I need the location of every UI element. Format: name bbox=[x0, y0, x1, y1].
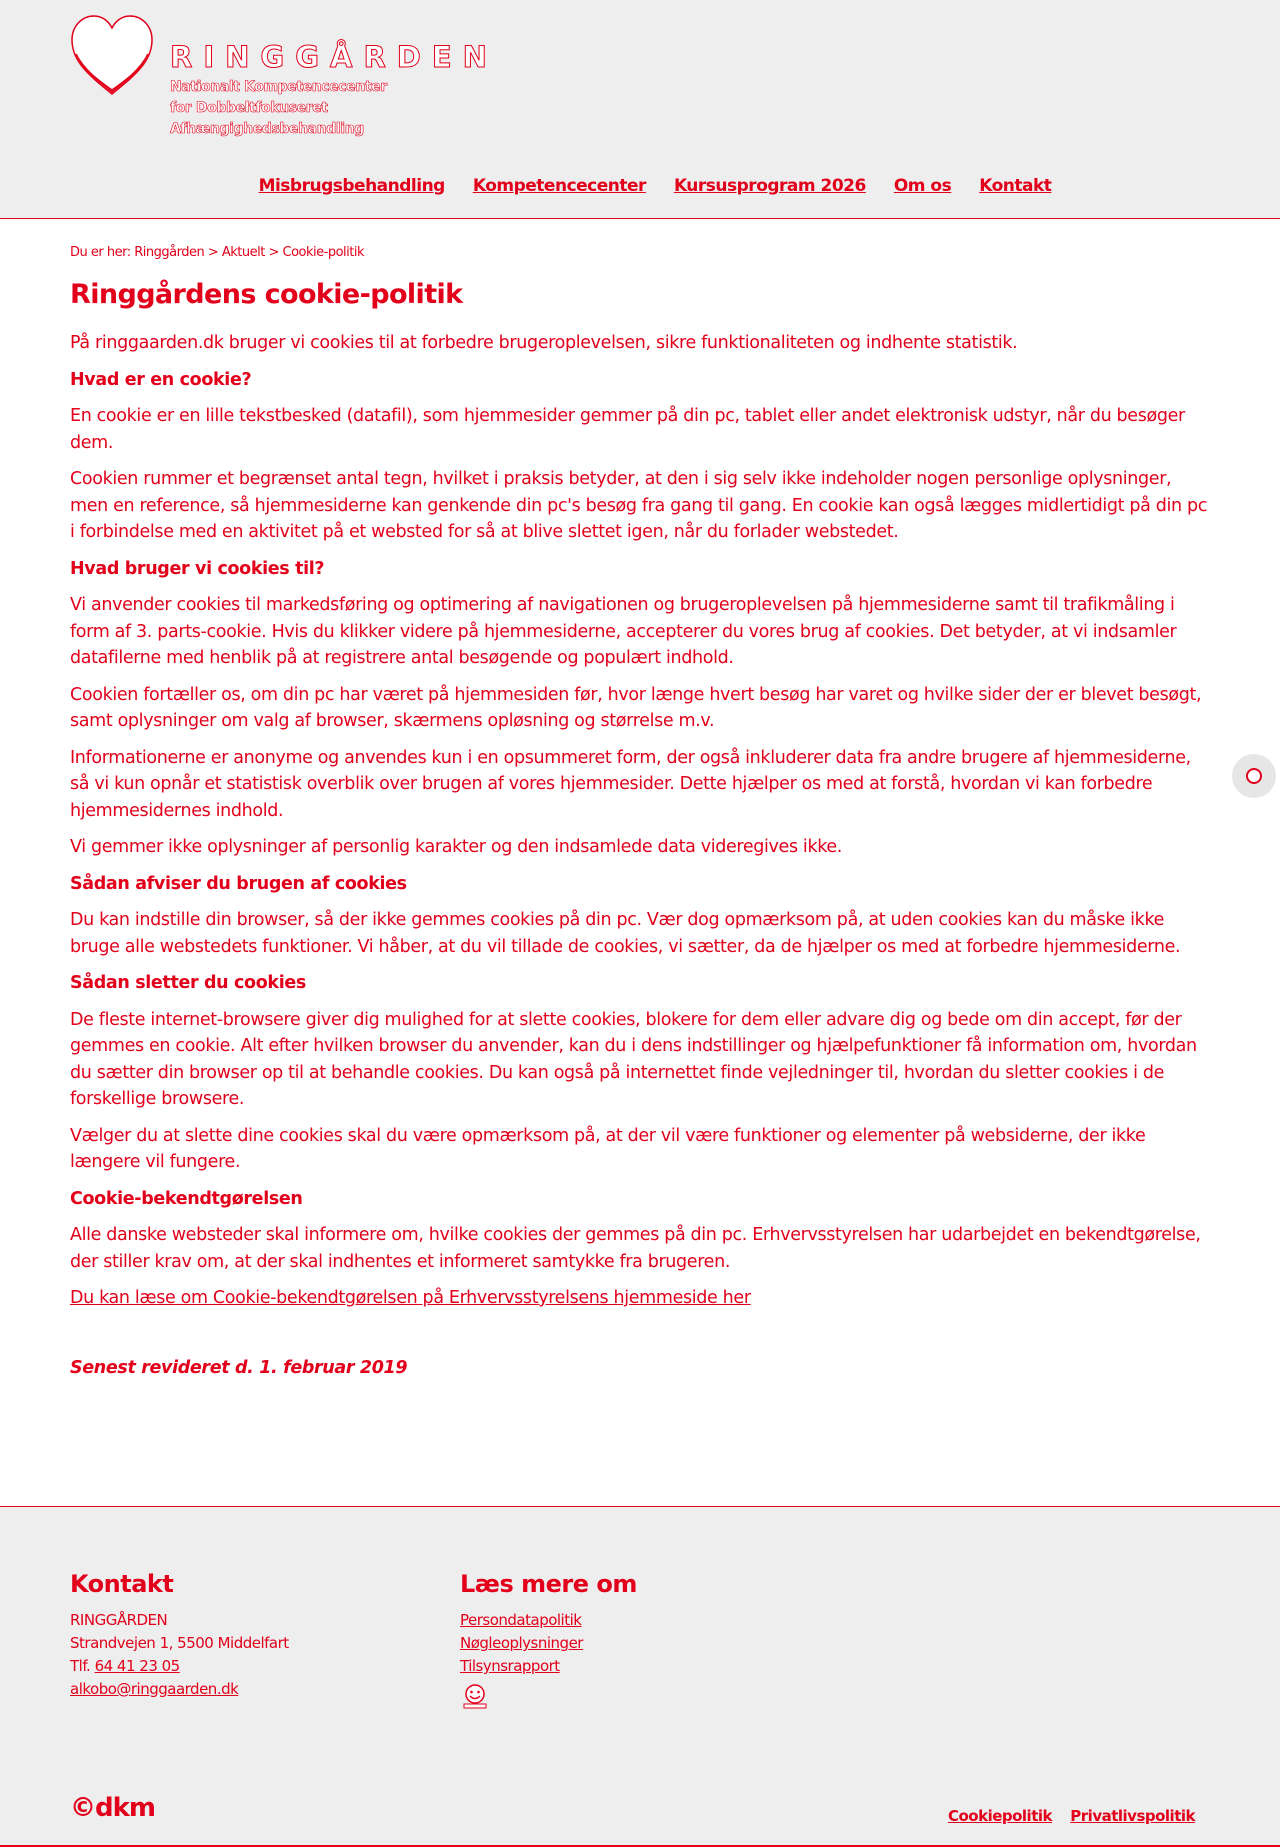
cookie-notice-link[interactable]: Du kan læse om Cookie-bekendtgørelsen på Erhvervsstyrelsens hjemmeside her bbox=[70, 1288, 751, 1308]
paragraph: Du kan indstille din browser, så der ikke gemmes cookies på din pc. Vær dog opmærksom på, at uden cookies kan du måske ikke bruge alle webstedets funktioner. Vi håber, at du vil tillade de cookies, vi sætter, da de hjælper os med at forbedre hjemmesiderne. bbox=[70, 910, 1181, 957]
footer-email-line bbox=[70, 1678, 289, 1701]
footer-more-item bbox=[460, 1655, 637, 1678]
nav-item-kompetencecenter[interactable]: Kompetencecenter bbox=[472, 176, 646, 196]
footer-read-more bbox=[460, 1569, 637, 1717]
section-heading-what: Hvad er en cookie? bbox=[70, 369, 252, 390]
footer-link-noegleopl[interactable]: Nøgleoplysninger bbox=[460, 1634, 583, 1652]
breadcrumb bbox=[70, 245, 1210, 260]
nav-item-om-os[interactable]: Om os bbox=[893, 176, 952, 196]
breadcrumb-separator: > bbox=[204, 245, 222, 260]
footer-more-title: Læs mere om bbox=[460, 1570, 637, 1598]
footer-more-item bbox=[460, 1609, 637, 1632]
revision-date: Senest revideret d. 1. februar 2019 bbox=[70, 1357, 408, 1378]
paragraph: Vi anvender cookies til markedsføring og optimering af navigationen og brugeroplevelsen på hjemmesiderne samt til trafikmåling i form af 3. parts-cookie. Hvis du klikker videre på hjemmesiderne, accepterer du vores brug af cookies. Det betyder, at vi indsamler datafilerne med henblik på at registrere antal besøgende og populært indhold. bbox=[70, 595, 1177, 668]
footer-contact bbox=[70, 1569, 289, 1701]
intro-paragraph: På ringgaarden.dk bruger vi cookies til at forbedre brugeroplevelsen, sikre funktionaliteten og indhente statistik. bbox=[70, 333, 1018, 353]
site-logo[interactable] bbox=[70, 14, 498, 139]
paragraph: Vi gemmer ikke oplysninger af personlig karakter og den indsamlede data videregives ikke. bbox=[70, 837, 843, 857]
breadcrumb-item-home[interactable]: Ringgården bbox=[134, 245, 205, 260]
link-paragraph bbox=[70, 1285, 1210, 1312]
footer-link-privatlivspolitik[interactable]: Privatlivspolitik bbox=[1070, 1807, 1195, 1825]
logo-subtitle-line: for Dobbeltfokuseret bbox=[170, 100, 328, 116]
section-heading-use: Hvad bruger vi cookies til? bbox=[70, 558, 325, 579]
section-heading-reject: Sådan afviser du brugen af cookies bbox=[70, 873, 407, 894]
footer-link-cookiepolitik[interactable]: Cookiepolitik bbox=[947, 1807, 1052, 1825]
logo-subtitle-line: Nationalt Kompetencecenter bbox=[170, 79, 387, 95]
dkm-logo[interactable] bbox=[70, 1793, 155, 1823]
footer-link-tilsynsrapport[interactable]: Tilsynsrapport bbox=[460, 1657, 560, 1675]
logo-subtitle-line: Afhængighedsbehandling bbox=[170, 121, 364, 137]
paragraph: En cookie er en lille tekstbesked (datafil), som hjemmesider gemmer på din pc, tablet eller andet elektronisk udstyr, når du besøger dem. bbox=[70, 406, 1185, 453]
footer-link-persondatapolitik[interactable]: Persondatapolitik bbox=[460, 1611, 582, 1629]
heart-logo-icon bbox=[70, 14, 154, 98]
nav-item-kursusprogram[interactable]: Kursusprogram 2026 bbox=[673, 176, 866, 196]
main-nav bbox=[0, 176, 1280, 196]
section-heading-notice: Cookie-bekendtgørelsen bbox=[70, 1188, 303, 1209]
footer-phone-prefix: Tlf. bbox=[70, 1657, 95, 1675]
footer-contact-title: Kontakt bbox=[70, 1570, 174, 1598]
paragraph: Cookien fortæller os, om din pc har været på hjemmesiden før, hvor længe hvert besøg har varet og hvilke sider der er blevet besøgt, samt oplysninger om valg af browser, skærmens opløsning og størrelse m.v. bbox=[70, 684, 1202, 731]
cookie-icon bbox=[1246, 768, 1262, 784]
footer-address: Strandvejen 1, 5500 Middelfart bbox=[70, 1634, 289, 1652]
section-heading-delete: Sådan sletter du cookies bbox=[70, 973, 306, 993]
paragraph: Vælger du at slette dine cookies skal du være opmærksom på, at der vil være funktioner og elementer på websiderne, der ikke længere vil fungere. bbox=[70, 1125, 1146, 1172]
breadcrumb-separator: > bbox=[264, 245, 283, 260]
breadcrumb-prefix: Du er her: bbox=[70, 245, 135, 260]
logo-subtitle bbox=[170, 77, 400, 140]
smiley-icon bbox=[460, 1682, 490, 1710]
breadcrumb-item-current: Cookie-politik bbox=[282, 245, 364, 260]
dkm-logo-text: dkm bbox=[95, 1793, 155, 1823]
footer-phone-link[interactable]: 64 41 23 05 bbox=[94, 1657, 180, 1675]
nav-item-kontakt[interactable]: Kontakt bbox=[979, 176, 1052, 196]
main-content bbox=[70, 245, 1210, 1378]
paragraph: De fleste internet-browsere giver dig mulighed for at slette cookies, blokere for dem eller advare dig og bede om din accept, før der gemmes en cookie. Alt efter hvilken browser du anvender, kan du i dens indstillinger og hjælpefunktioner få information om, hvordan du sætter din browser op til at behandle cookies. Du kan også på internettet finde vejledninger til, hvordan du sletter cookies i de forskellige browsere. bbox=[70, 1009, 1197, 1109]
footer-phone-line bbox=[70, 1655, 289, 1678]
paragraph: Cookien rummer et begrænset antal tegn, hvilket i praksis betyder, at den i sig selv ikke indeholder nogen personlige oplysninger, men en reference, så hjemmesiderne kan genkende din pc's besøg fra gang til gang. En cookie kan også lægges midlertidigt på din pc i forbindelse med en aktivitet på et websted for så at blive slettet igen, når du forlader webstedet. bbox=[70, 469, 1207, 542]
page-title: Ringgårdens cookie-politik bbox=[70, 279, 463, 310]
breadcrumb-item-aktuelt[interactable]: Aktuelt bbox=[221, 245, 265, 260]
footer-org: RINGGÅRDEN bbox=[70, 1611, 168, 1629]
footer-email-link[interactable]: alkobo@ringgaarden.dk bbox=[70, 1680, 239, 1698]
copyright-circle-icon: © bbox=[70, 1793, 95, 1823]
site-footer bbox=[0, 1506, 1280, 1847]
cookie-settings-button[interactable] bbox=[1232, 754, 1276, 798]
logo-wordmark: RINGGÅRDEN bbox=[170, 40, 498, 74]
site-header bbox=[0, 0, 1280, 219]
nav-item-misbrugsbehandling[interactable]: Misbrugsbehandling bbox=[258, 176, 445, 196]
paragraph: Alle danske websteder skal informere om, hvilke cookies der gemmes på din pc. Erhvervsstyrelsen har udarbejdet en bekendtgørelse, der stiller krav om, at der skal indhentes et informeret samtykke fra brugeren. bbox=[70, 1225, 1201, 1272]
smiley-badge[interactable] bbox=[460, 1682, 637, 1717]
paragraph: Informationerne er anonyme og anvendes kun i en opsummeret form, der også inkluderer data fra andre brugere af hjemmesiderne, så vi kun opnår et statistisk overblik over brugen af vores hjemmesider. Dette hjælper os med at forstå, hvordan vi kan forbedre hjemmesidernes indhold. bbox=[70, 747, 1191, 821]
footer-more-item bbox=[460, 1632, 637, 1655]
footer-bottom-links bbox=[934, 1807, 1195, 1825]
